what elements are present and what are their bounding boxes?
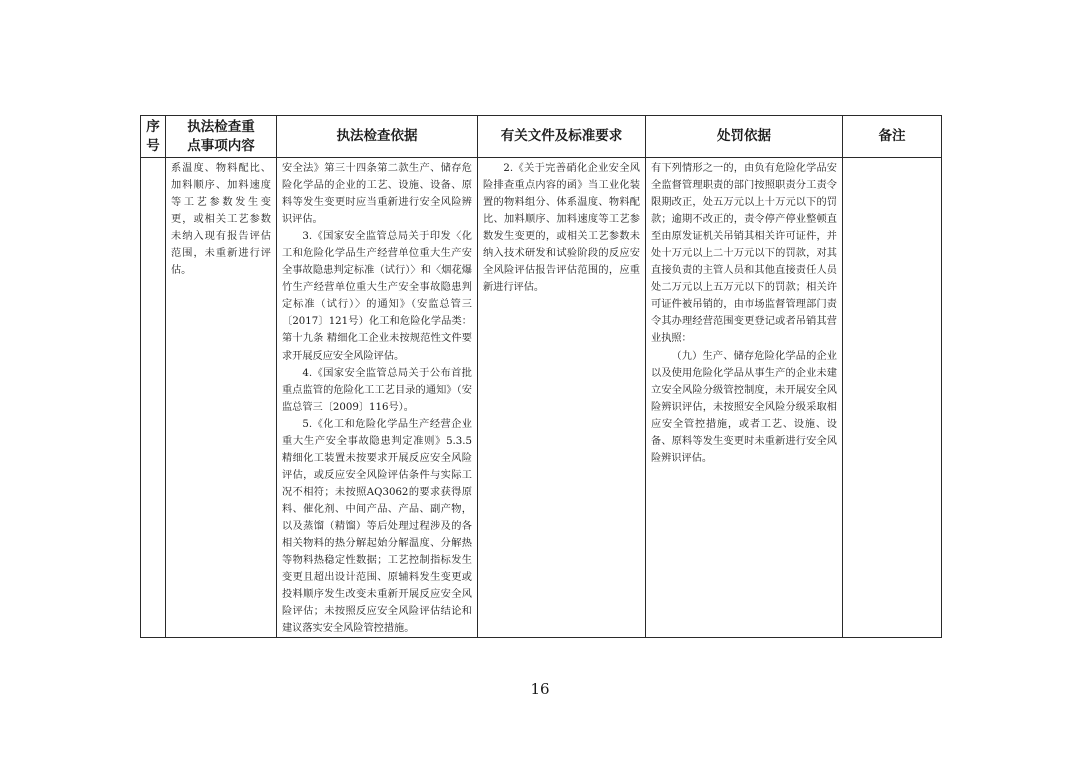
cell-remarks [843, 158, 942, 638]
penalty-paragraph: 有下列情形之一的，由负有危险化学品安全监督管理职责的部门按照职责分工责令限期改正，处五万元以上十万元以下的罚款；逾期不改正的，责令停产停业整顿直至由原发证机关吊销其相关许可证件，并处十万元以上二十万元以下的罚款，对其直接负责的主管人员和其他直接责任人员处二万元以上五万元以下的罚款；相关许可证件被吊销的，由市场监督管理部门责令其办理经营范围变更登记或者吊销其营业执照： [651, 163, 837, 345]
items-text: 系温度、物料配比、加料顺序、加料速度等工艺参数发生变更，或相关工艺参数未纳入现有报告评估范围，未重新进行评估。 [171, 163, 271, 277]
table-header-row [141, 116, 942, 158]
table-row [141, 158, 942, 638]
standards-text: 2.《关于完善硝化企业安全风险排查重点内容的函》当工业化装置的物料组分、体系温度、物料配比、加料顺序、加料速度等工艺参数发生变更的，或相关工艺参数未纳入技术研发和试验阶段的反应安全风险评估报告评估范围的，应重新进行评估。 [483, 163, 640, 294]
cell-items [166, 158, 277, 638]
cell-penalty [646, 158, 843, 638]
basis-paragraph: 3.《国家安全监管总局关于印发〈化工和危险化学品生产经营单位重大生产安全事故隐患判定标准（试行）〉和〈烟花爆竹生产经营单位重大生产安全事故隐患判定标准（试行）〉的通知》（安监总管三〔2017〕121号）化工和危险化学品类：第十九条 精细化工企业未按规范性文件要求开展反应安全风险评估。 [282, 231, 472, 362]
basis-paragraph: 安全法》第三十四条第二款生产、储存危险化学品的企业的工艺、设施、设备、原料等发生变更时应当重新进行安全风险辨识评估。 [282, 163, 472, 226]
header-standards: 有关文件及标准要求 [478, 116, 646, 158]
header-seq: 序号 [141, 116, 166, 158]
page-number: 16 [530, 680, 550, 698]
cell-basis [277, 158, 478, 638]
basis-paragraph: 5.《化工和危险化学品生产经营企业重大生产安全事故隐患判定准则》5.3.5 精细化工装置未按要求开展反应安全风险评估，或反应安全风险评估条件与实际工况不相符；未按照AQ3062的要求获得原料、催化剂、中间产品、产品、副产物，以及蒸馏（精馏）等后处理过程涉及的各相关物料的热分解起始分解温度、分解热等物料热稳定性数据；工艺控制指标发生变更且超出设计范围、原辅料发生变更或投料顺序发生改变未重新开展反应安全风险评估；未按照反应安全风险评估结论和建议落实安全风险管控措施。 [282, 418, 472, 635]
penalty-paragraph: （九）生产、储存危险化学品的企业以及使用危险化学品从事生产的企业未建立安全风险分级管控制度，未开展安全风险辨识评估，未按照安全风险分级采取相应安全管控措施，或者工艺、设施、设备、原料等发生变更时未重新进行安全风险辨识评估。 [651, 350, 837, 464]
header-items: 执法检查重点事项内容 [166, 116, 277, 158]
basis-paragraph: 4.《国家安全监管总局关于公布首批重点监管的危险化工工艺目录的通知》（安监总管三〔2009〕116号）。 [282, 367, 472, 413]
header-basis: 执法检查依据 [277, 116, 478, 158]
cell-standards [478, 158, 646, 638]
cell-seq [141, 158, 166, 638]
header-penalty: 处罚依据 [646, 116, 843, 158]
header-remarks: 备注 [843, 116, 942, 158]
regulation-table [140, 115, 942, 638]
